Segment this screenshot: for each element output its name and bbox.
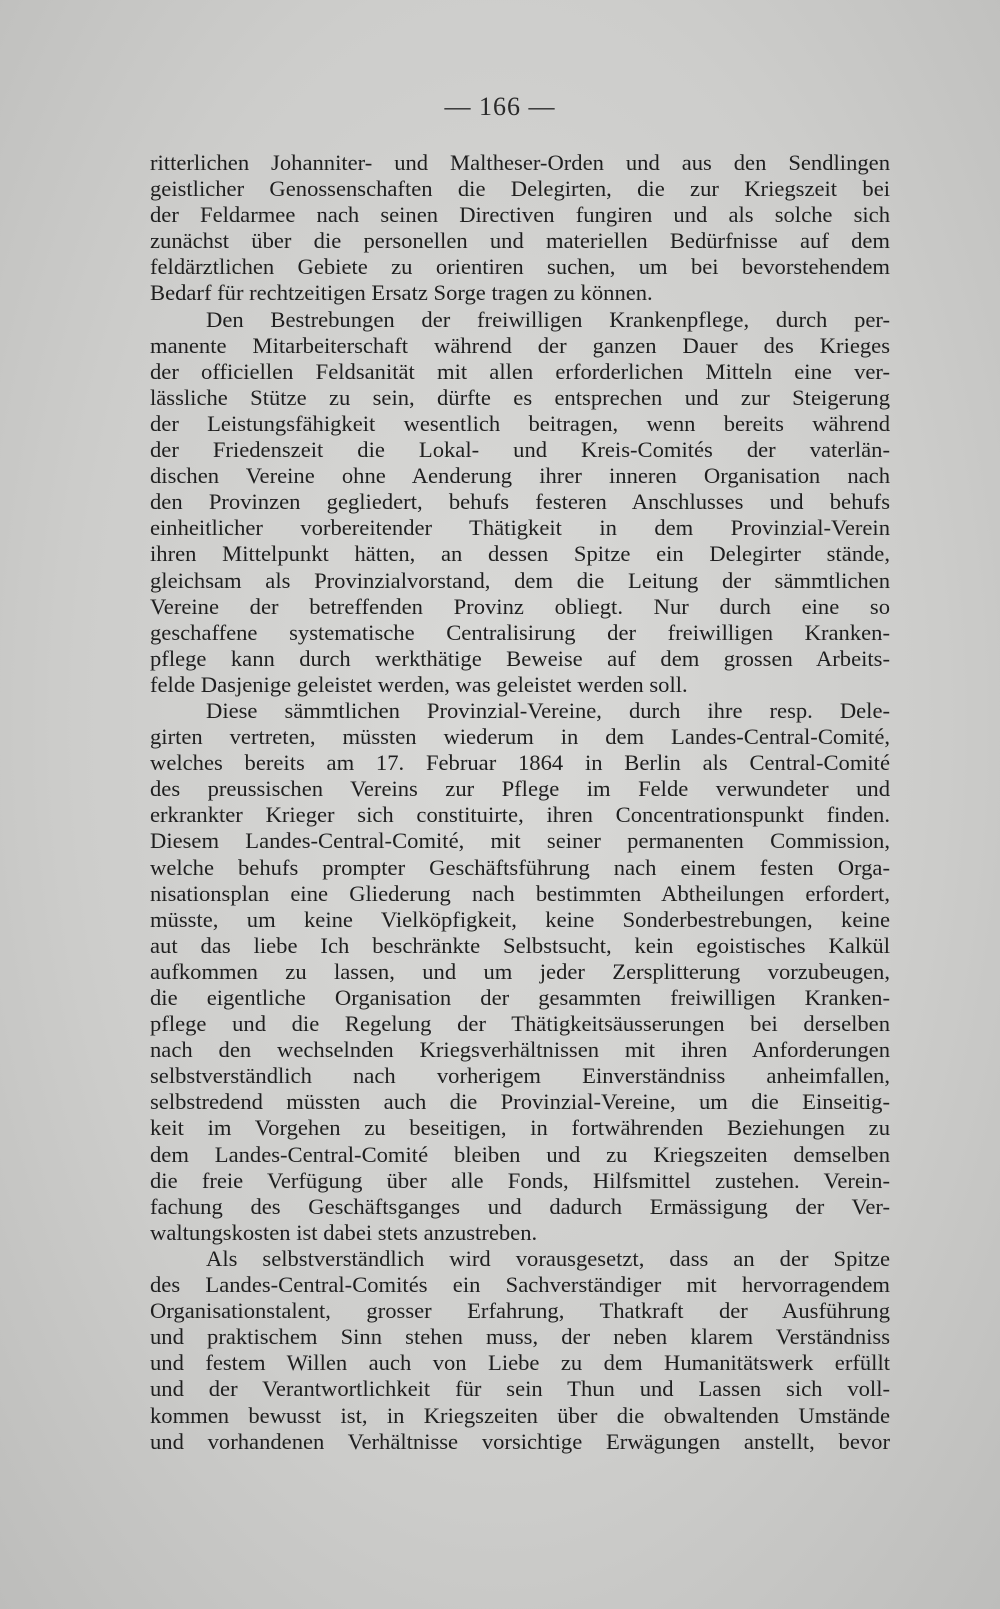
text-line: nisationsplan eine Gliederung nach bestimmten Abtheilungen erfordert, <box>150 880 890 906</box>
text-line: gleichsam als Provinzialvorstand, dem die Leitung der sämmtlichen <box>150 567 890 593</box>
text-line: ihren Mittelpunkt hätten, an dessen Spitze ein Delegirter stände, <box>150 541 890 567</box>
text-line: keit im Vorgehen zu beseitigen, in fortwährenden Beziehungen zu <box>150 1115 890 1141</box>
text-line: einheitlicher vorbereitender Thätigkeit in dem Provinzial-Verein <box>150 515 890 541</box>
text-line: geistlicher Genossenschaften die Delegirten, die zur Kriegszeit bei <box>150 176 890 202</box>
text-line: waltungskosten ist dabei stets anzustreben. <box>150 1219 538 1245</box>
text-line: aufkommen zu lassen, und um jeder Zersplitterung vorzubeugen, <box>150 958 890 984</box>
text-line: aut das liebe Ich beschränkte Selbstsucht, kein egoistisches Kalkül <box>150 932 890 958</box>
text-line: manente Mitarbeiterschaft während der ganzen Dauer des Krieges <box>150 332 890 358</box>
text-line: geschaffene systematische Centralisirung der freiwilligen Kranken- <box>150 619 890 645</box>
text-line: erkrankter Krieger sich constituirte, ihren Concentrationspunkt finden. <box>150 802 890 828</box>
text-line: feldärztlichen Gebiete zu orientiren suchen, um bei bevorstehendem <box>150 254 890 280</box>
text-line: Organisationstalent, grosser Erfahrung, Thatkraft der Ausführung <box>150 1298 890 1324</box>
text-line: Diese sämmtlichen Provinzial-Vereine, durch ihre resp. Dele- <box>206 697 890 723</box>
text-line: die freie Verfügung über alle Fonds, Hilfsmittel zustehen. Verein- <box>150 1167 890 1193</box>
text-line: und festem Willen auch von Liebe zu dem Humanitätswerk erfüllt <box>150 1350 890 1376</box>
text-line: der officiellen Feldsanität mit allen erforderlichen Mitteln eine ver- <box>150 358 890 384</box>
text-line: ritterlichen Johanniter- und Maltheser-Orden und aus den Sendlingen <box>150 150 890 175</box>
text-line: müsste, um keine Vielköpfigkeit, keine Sonderbestrebungen, keine <box>150 906 890 932</box>
text-line: nach den wechselnden Kriegsverhältnissen mit ihren Anforderungen <box>150 1037 890 1063</box>
text-line: zunächst über die personellen und materiellen Bedürfnisse auf dem <box>150 228 890 254</box>
text-line: selbstverständlich nach vorherigem Einverständniss anheimfallen, <box>150 1063 890 1089</box>
text-line: die eigentliche Organisation der gesammten freiwilligen Kranken- <box>150 985 890 1010</box>
text-line: felde Dasjenige geleistet werden, was geleistet werden soll. <box>150 671 688 697</box>
text-line: dem Landes-Central-Comité bleiben und zu Kriegszeiten demselben <box>150 1141 890 1167</box>
text-line: girten vertreten, müssten wiederum in dem Landes-Central-Comité, <box>150 724 890 750</box>
text-line: selbstredend müssten auch die Provinzial-Vereine, um die Einseitig- <box>150 1089 890 1115</box>
text-line: der Leistungsfähigkeit wesentlich beitragen, wenn bereits während <box>150 410 890 436</box>
text-line: kommen bewusst ist, in Kriegszeiten über die obwaltenden Umstände <box>150 1402 890 1428</box>
text-line: lässliche Stütze zu sein, dürfte es entsprechen und zur Steigerung <box>150 384 890 410</box>
text-line: Den Bestrebungen der freiwilligen Krankenpflege, durch per- <box>206 306 890 332</box>
text-line: pflege und die Regelung der Thätigkeitsäusserungen bei derselben <box>150 1011 890 1037</box>
text-line: und praktischem Sinn stehen muss, der neben klarem Verständniss <box>150 1324 890 1350</box>
text-line: der Friedenszeit die Lokal- und Kreis-Comités der vaterlän- <box>150 437 890 463</box>
text-line: welche behufs prompter Geschäftsführung nach einem festen Orga- <box>150 854 890 880</box>
text-line: des preussischen Vereins zur Pflege im Felde verwundeter und <box>150 776 890 802</box>
text-line: pflege kann durch werkthätige Beweise auf dem grossen Arbeits- <box>150 645 890 671</box>
page-number: — 166 — <box>444 92 556 121</box>
text-line: Bedarf für rechtzeitigen Ersatz Sorge tragen zu können. <box>150 280 653 306</box>
text-line: und vorhandenen Verhältnisse vorsichtige Erwägungen anstellt, bevor <box>150 1428 890 1454</box>
text-line: der Feldarmee nach seinen Directiven fungiren und als solche sich <box>150 202 890 228</box>
text-line: Diesem Landes-Central-Comité, mit seiner permanenten Commission, <box>150 828 890 854</box>
text-line: Vereine der betreffenden Provinz obliegt. Nur durch eine so <box>150 593 890 619</box>
text-line: dischen Vereine ohne Aenderung ihrer inneren Organisation nach <box>150 463 890 489</box>
text-line: den Provinzen gegliedert, behufs festeren Anschlusses und behufs <box>150 489 890 515</box>
body-text <box>150 150 890 1455</box>
text-line: des Landes-Central-Comités ein Sachverständiger mit hervorragendem <box>150 1272 890 1298</box>
text-line: welches bereits am 17. Februar 1864 in Berlin als Central-Comité <box>150 750 890 776</box>
text-line: und der Verantwortlichkeit für sein Thun und Lassen sich voll- <box>150 1376 890 1402</box>
text-line: Als selbstverständlich wird vorausgesetzt, dass an der Spitze <box>206 1245 890 1271</box>
text-line: fachung des Geschäftsganges und dadurch Ermässigung der Ver- <box>150 1193 890 1219</box>
